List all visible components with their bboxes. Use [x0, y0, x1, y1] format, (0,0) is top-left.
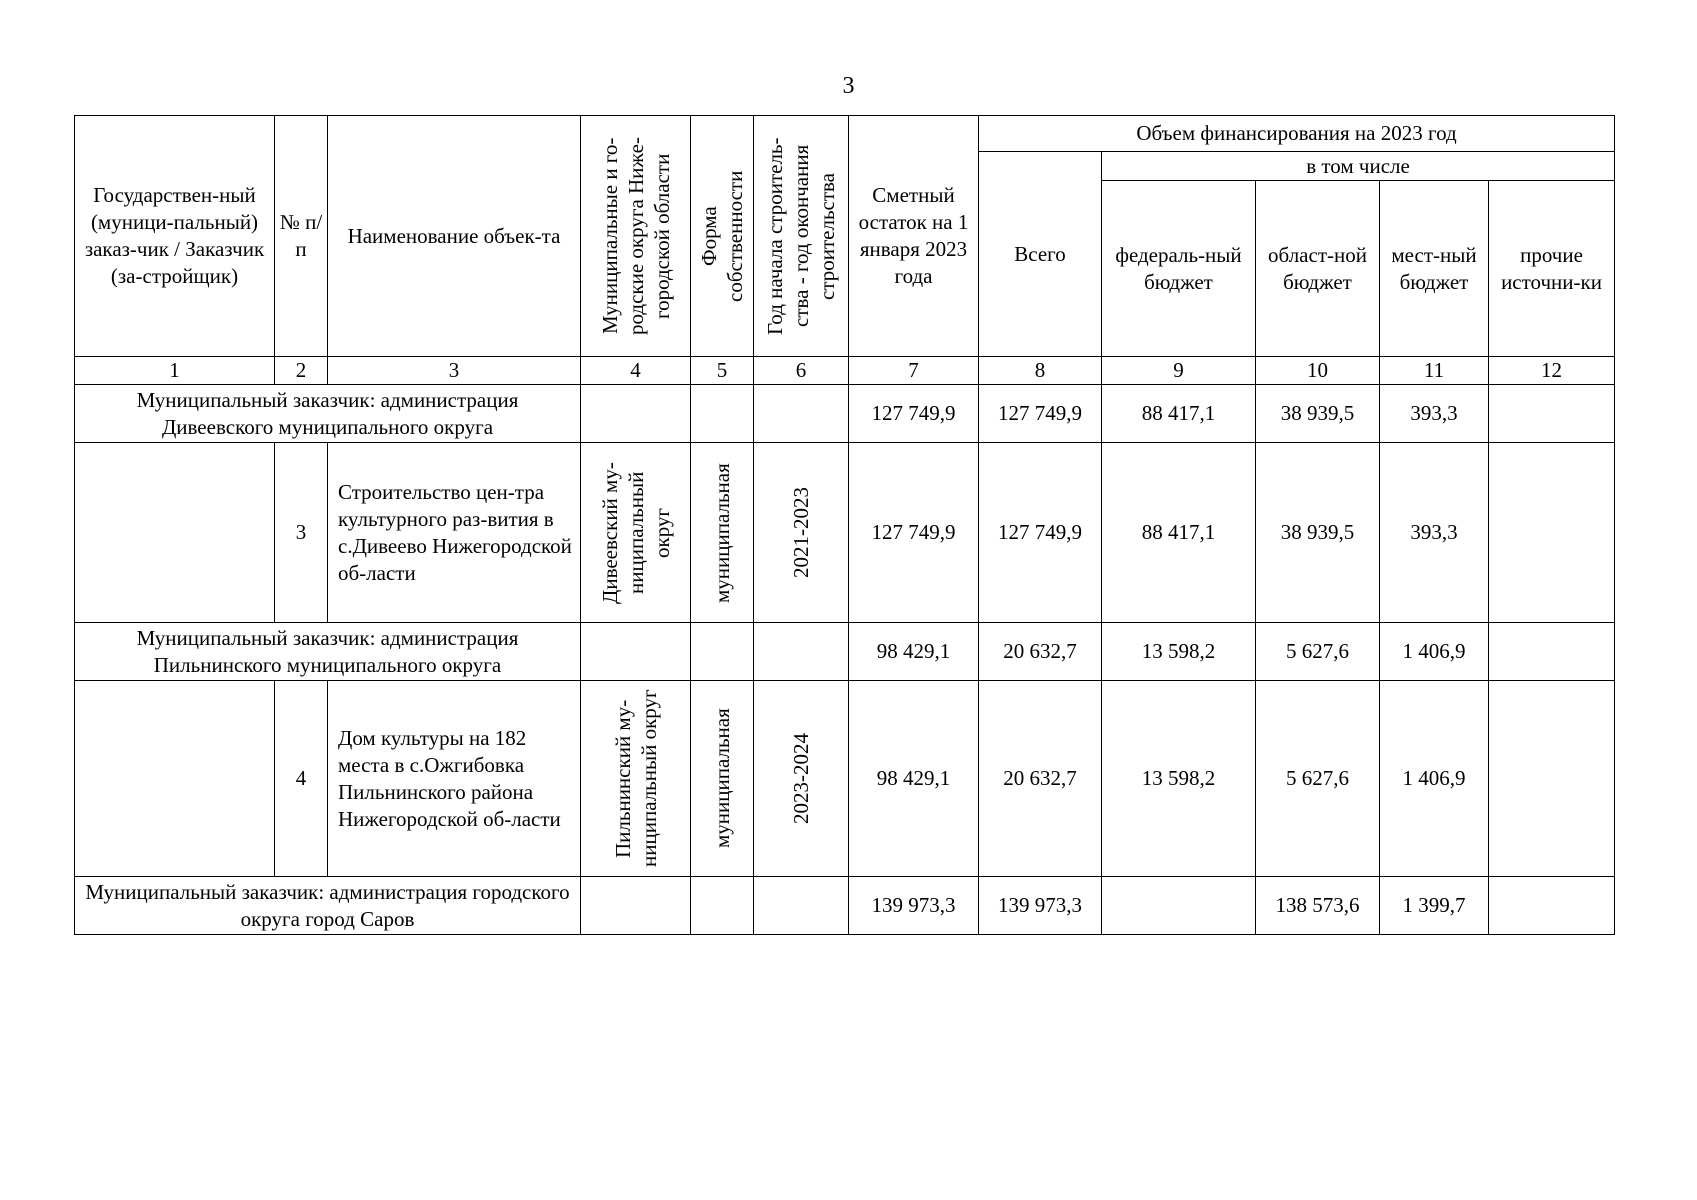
header-regional: област-ной бюджет [1256, 181, 1380, 357]
object-name: Строительство цен-тра культурного раз-вития в с.Дивеево Нижегородской об-ласти [328, 443, 581, 623]
header-local: мест-ный бюджет [1380, 181, 1489, 357]
other-value [1489, 681, 1615, 877]
total-value: 127 749,9 [979, 443, 1102, 623]
column-number: 6 [754, 357, 849, 385]
column-number: 3 [328, 357, 581, 385]
local-value: 393,3 [1380, 385, 1489, 443]
header-remaining: Сметный остаток на 1 января 2023 года [849, 116, 979, 357]
table-cell [75, 443, 275, 623]
remaining-value: 127 749,9 [849, 385, 979, 443]
object-years-label: 2023-2024 [789, 733, 813, 824]
object-ownership-label: муниципальная [710, 708, 734, 849]
customer-name: Муниципальный заказчик: администрация Пильнинского муниципального округа [75, 623, 581, 681]
object-row [75, 681, 1615, 877]
column-number: 1 [75, 357, 275, 385]
other-value [1489, 385, 1615, 443]
column-numbers-row [75, 357, 1615, 385]
remaining-value: 98 429,1 [849, 623, 979, 681]
header-ownership-label: Форма собственности [697, 170, 747, 302]
header-num: № п/п [275, 116, 328, 357]
column-number: 2 [275, 357, 328, 385]
federal-value: 88 417,1 [1102, 385, 1256, 443]
object-ownership [691, 443, 754, 623]
header-total: Всего [979, 152, 1102, 357]
other-value [1489, 623, 1615, 681]
header-customer: Государствен-ный (муници-пальный) заказ-чик / Заказчик (за-стройщик) [75, 116, 275, 357]
object-num: 3 [275, 443, 328, 623]
local-value: 1 399,7 [1380, 877, 1489, 935]
customer-row [75, 385, 1615, 443]
column-number: 10 [1256, 357, 1380, 385]
total-value: 127 749,9 [979, 385, 1102, 443]
header-federal: федераль-ный бюджет [1102, 181, 1256, 357]
remaining-value: 98 429,1 [849, 681, 979, 877]
local-value: 393,3 [1380, 443, 1489, 623]
header-including: в том числе [1102, 152, 1615, 181]
total-value: 139 973,3 [979, 877, 1102, 935]
table-cell [754, 877, 849, 935]
table-cell [754, 385, 849, 443]
federal-value [1102, 877, 1256, 935]
table-cell [581, 623, 691, 681]
header-other: прочие источни-ки [1489, 181, 1615, 357]
regional-value: 5 627,6 [1256, 623, 1380, 681]
column-number: 7 [849, 357, 979, 385]
header-financing: Объем финансирования на 2023 год [979, 116, 1615, 152]
object-district-label: Пильнинский му-ниципальный округ [610, 689, 661, 868]
financing-table [74, 115, 1615, 935]
header-object-name: Наименование объек-та [328, 116, 581, 357]
other-value [1489, 877, 1615, 935]
header-district [581, 116, 691, 357]
table-cell [581, 877, 691, 935]
header-years-label: Год начала строитель-ства - год окончания строительства [763, 137, 839, 335]
object-row [75, 443, 1615, 623]
regional-value: 38 939,5 [1256, 443, 1380, 623]
column-number: 11 [1380, 357, 1489, 385]
other-value [1489, 443, 1615, 623]
customer-name: Муниципальный заказчик: администрация городского округа город Саров [75, 877, 581, 935]
object-years-label: 2021-2023 [789, 487, 813, 578]
remaining-value: 139 973,3 [849, 877, 979, 935]
federal-value: 13 598,2 [1102, 681, 1256, 877]
table-cell [754, 623, 849, 681]
regional-value: 138 573,6 [1256, 877, 1380, 935]
header-row [75, 116, 1615, 152]
total-value: 20 632,7 [979, 681, 1102, 877]
total-value: 20 632,7 [979, 623, 1102, 681]
object-district [581, 681, 691, 877]
object-years [754, 681, 849, 877]
table-cell [581, 385, 691, 443]
column-number: 8 [979, 357, 1102, 385]
customer-row [75, 623, 1615, 681]
federal-value: 88 417,1 [1102, 443, 1256, 623]
page-number: 3 [842, 73, 855, 99]
column-number: 9 [1102, 357, 1256, 385]
local-value: 1 406,9 [1380, 681, 1489, 877]
object-num: 4 [275, 681, 328, 877]
regional-value: 38 939,5 [1256, 385, 1380, 443]
column-number: 4 [581, 357, 691, 385]
column-number: 5 [691, 357, 754, 385]
object-district-label: Дивеевский му-ниципальный округ [597, 461, 674, 604]
table-cell [691, 385, 754, 443]
table-cell [691, 623, 754, 681]
object-years [754, 443, 849, 623]
local-value: 1 406,9 [1380, 623, 1489, 681]
object-ownership-label: муниципальная [710, 462, 734, 603]
object-district [581, 443, 691, 623]
table-cell [691, 877, 754, 935]
remaining-value: 127 749,9 [849, 443, 979, 623]
customer-name: Муниципальный заказчик: администрация Дивеевского муниципального округа [75, 385, 581, 443]
table-cell [75, 681, 275, 877]
object-name: Дом культуры на 182 места в с.Ожгибовка Пильнинского района Нижегородской об-ласти [328, 681, 581, 877]
column-number: 12 [1489, 357, 1615, 385]
regional-value: 5 627,6 [1256, 681, 1380, 877]
customer-row [75, 877, 1615, 935]
header-years [754, 116, 849, 357]
header-ownership [691, 116, 754, 357]
federal-value: 13 598,2 [1102, 623, 1256, 681]
header-district-label: Муниципальные и го-родские округа Ниже-городской области [597, 137, 674, 335]
object-ownership [691, 681, 754, 877]
